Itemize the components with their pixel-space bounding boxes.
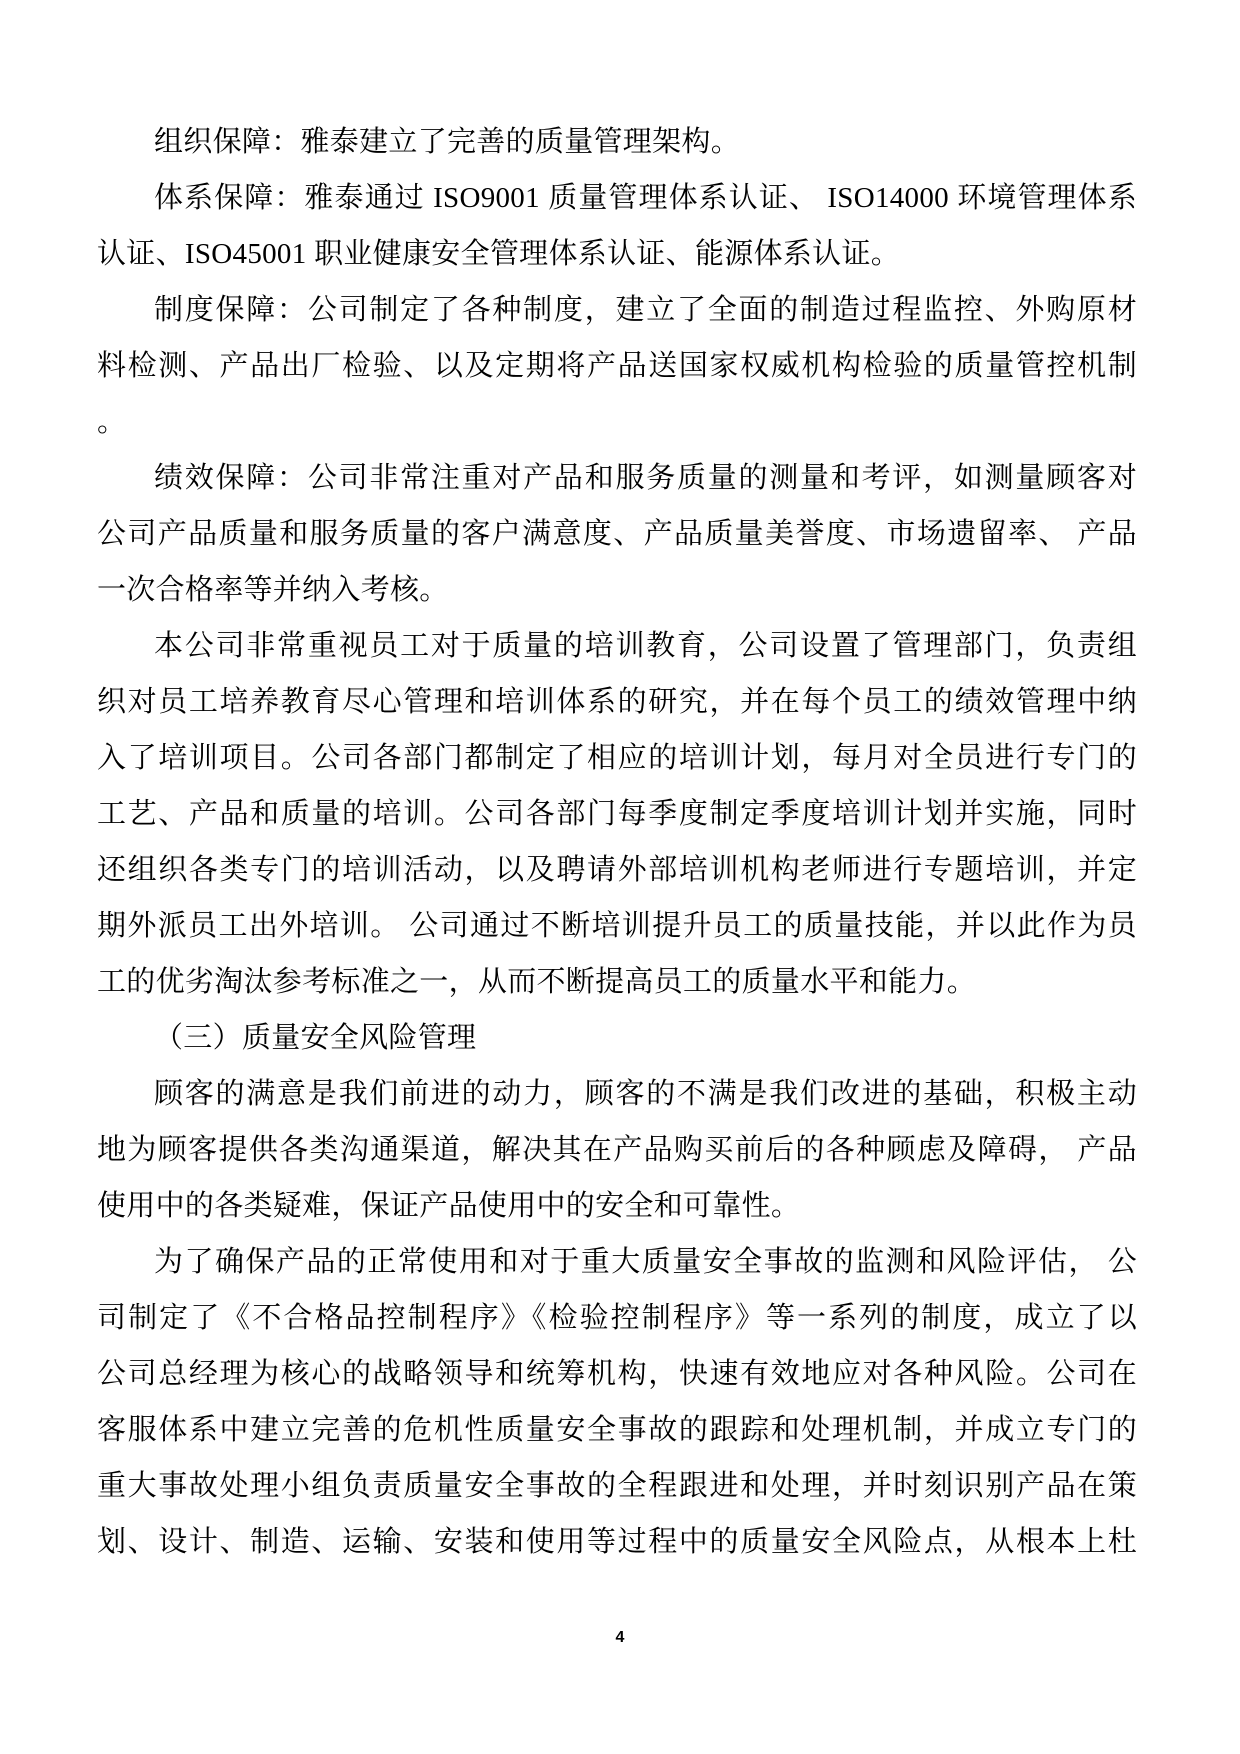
text-line: 公司产品质量和服务质量的客户满意度、产品质量美誉度、市场遗留率、 产品 <box>97 518 1137 550</box>
text-line: 划、设计、制造、运输、安装和使用等过程中的质量安全风险点，从根本上杜 <box>97 1526 1137 1558</box>
text-line: 客服体系中建立完善的危机性质量安全事故的跟踪和处理机制，并成立专门的 <box>97 1414 1137 1446</box>
text-line: 司制定了《不合格品控制程序》《检验控制程序》等一系列的制度，成立了以 <box>97 1302 1137 1334</box>
text-line: 公司总经理为核心的战略领导和统筹机构，快速有效地应对各种风险。公司在 <box>97 1358 1137 1390</box>
text-line: 料检测、产品出厂检验、以及定期将产品送国家权威机构检验的质量管控机制 <box>97 350 1137 382</box>
text-line: 顾客的满意是我们前进的动力，顾客的不满是我们改进的基础，积极主动 <box>154 1078 1137 1110</box>
text-line: 。 <box>97 406 127 438</box>
text-line: 为了确保产品的正常使用和对于重大质量安全事故的监测和风险评估， 公 <box>154 1246 1137 1278</box>
text-line: 重大事故处理小组负责质量安全事故的全程跟进和处理，并时刻识别产品在策 <box>97 1470 1137 1502</box>
text-line: 一次合格率等并纳入考核。 <box>97 574 449 606</box>
text-line: 还组织各类专门的培训活动，以及聘请外部培训机构老师进行专题培训，并定 <box>97 854 1137 886</box>
text-line: 入了培训项目。公司各部门都制定了相应的培训计划，每月对全员进行专门的 <box>97 742 1137 774</box>
text-line: 制度保障：公司制定了各种制度，建立了全面的制造过程监控、外购原材 <box>154 294 1137 326</box>
text-line: 认证、ISO45001 职业健康安全管理体系认证、能源体系认证。 <box>97 238 901 270</box>
text-line: 绩效保障：公司非常注重对产品和服务质量的测量和考评，如测量顾客对 <box>154 462 1137 494</box>
text-line: 本公司非常重视员工对于质量的培训教育，公司设置了管理部门，负责组 <box>154 630 1137 662</box>
text-line: 期外派员工出外培训。 公司通过不断培训提升员工的质量技能，并以此作为员 <box>97 910 1137 942</box>
text-line: 地为顾客提供各类沟通渠道，解决其在产品购买前后的各种顾虑及障碍， 产品 <box>97 1134 1137 1166</box>
text-line: 工的优劣淘汰参考标准之一，从而不断提高员工的质量水平和能力。 <box>97 966 977 998</box>
text-line: 工艺、产品和质量的培训。公司各部门每季度制定季度培训计划并实施，同时 <box>97 798 1137 830</box>
text-line: 体系保障：雅泰通过 ISO9001 质量管理体系认证、 ISO14000 环境管理体系 <box>154 182 1137 214</box>
text-line: （三）质量安全风险管理 <box>154 1022 477 1054</box>
text-line: 织对员工培养教育尽心管理和培训体系的研究，并在每个员工的绩效管理中纳 <box>97 686 1137 718</box>
page-body <box>97 114 1137 1570</box>
text-line: 使用中的各类疑难，保证产品使用中的安全和可靠性。 <box>97 1190 801 1222</box>
page-footer <box>0 1628 1240 1648</box>
text-line: 组织保障：雅泰建立了完善的质量管理架构。 <box>154 126 741 158</box>
page-number: 4 <box>615 1629 625 1646</box>
